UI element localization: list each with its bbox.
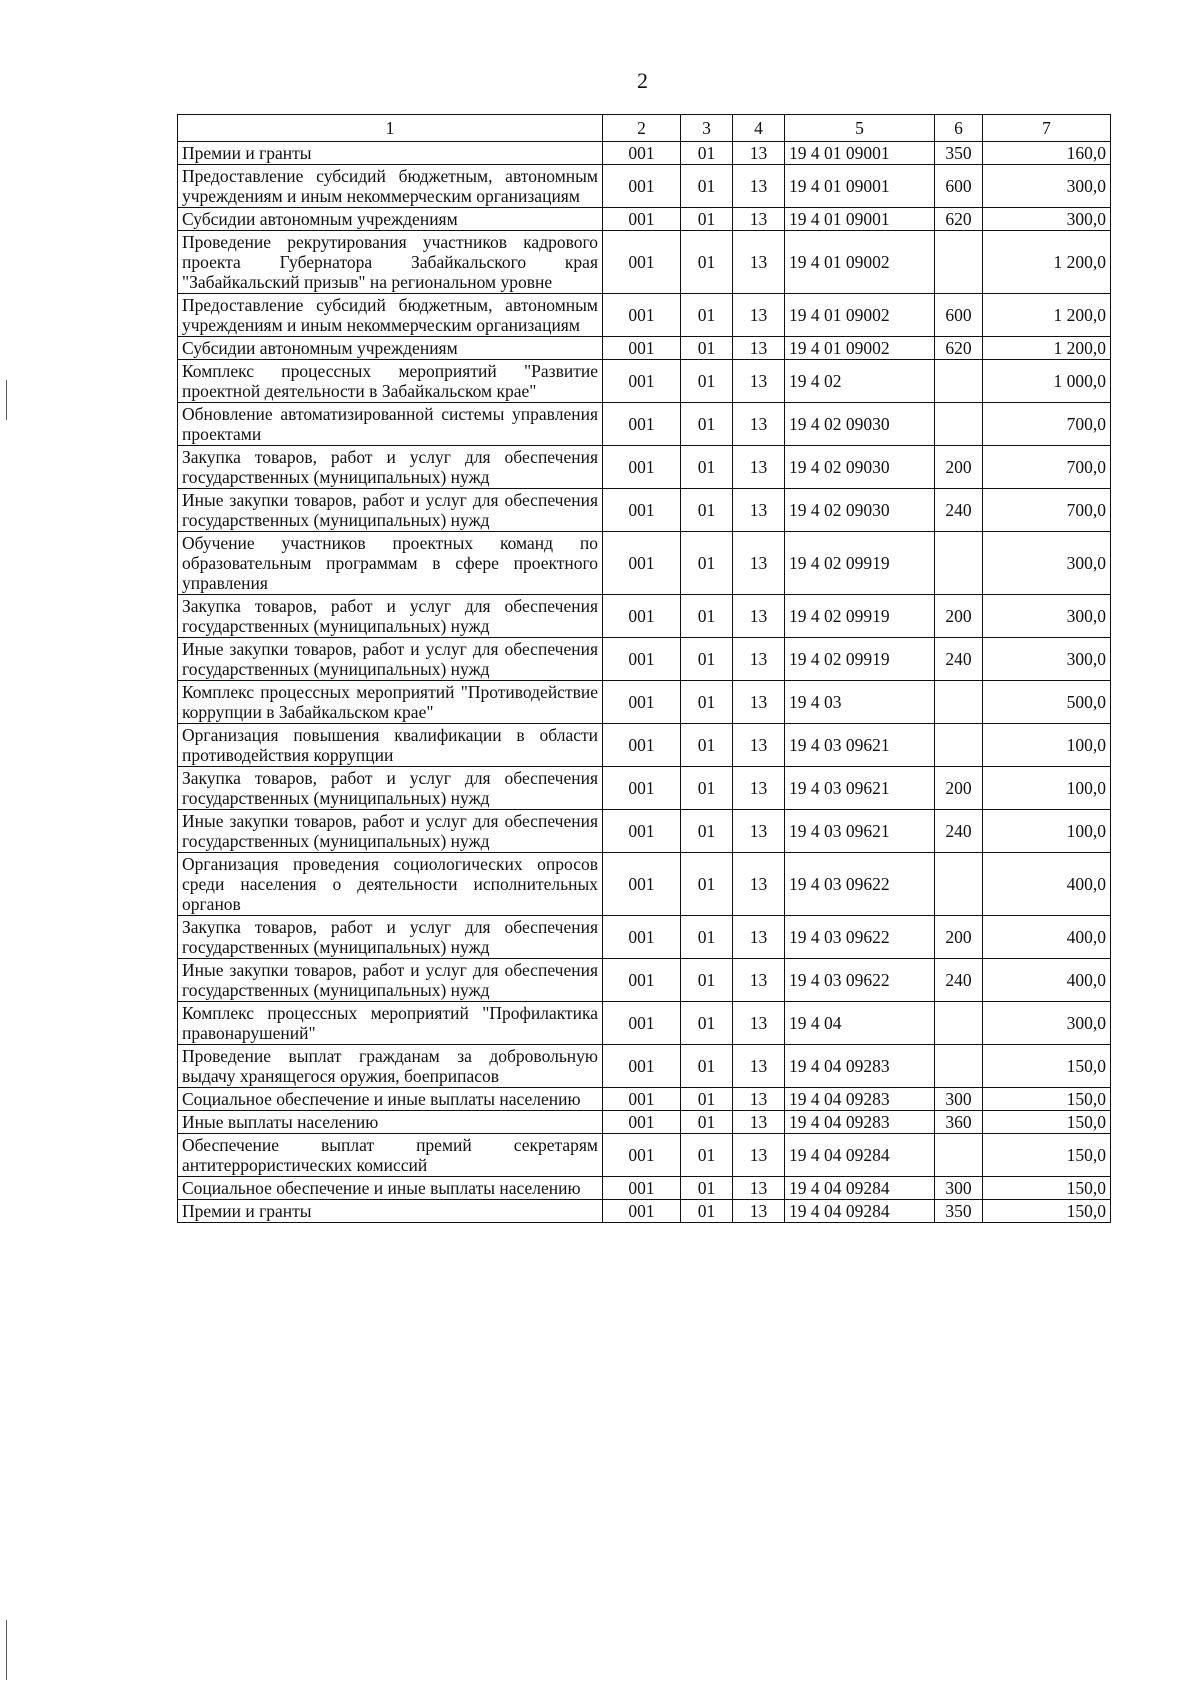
row-amount-cell: 1 200,0 (983, 337, 1111, 360)
header-row (178, 115, 1111, 142)
row-subsection-cell: 13 (733, 532, 785, 595)
row-name-cell: Иные закупки товаров, работ и услуг для обеспечения государственных (муниципальных) нужд (178, 959, 603, 1002)
row-amount-cell: 300,0 (983, 532, 1111, 595)
row-section-cell: 01 (681, 767, 733, 810)
row-code-cell: 001 (603, 595, 681, 638)
row-section-cell: 01 (681, 724, 733, 767)
row-subsection-cell: 13 (733, 1134, 785, 1177)
row-subsection-cell: 13 (733, 231, 785, 294)
row-code-cell: 001 (603, 208, 681, 231)
row-amount-cell: 400,0 (983, 959, 1111, 1002)
row-subsection-cell: 13 (733, 165, 785, 208)
row-amount-cell: 700,0 (983, 489, 1111, 532)
row-code-cell: 001 (603, 142, 681, 165)
row-target-code-cell: 19 4 02 09030 (785, 403, 935, 446)
row-code-cell: 001 (603, 1134, 681, 1177)
row-name-cell: Закупка товаров, работ и услуг для обеспечения государственных (муниципальных) нужд (178, 595, 603, 638)
row-subsection-cell: 13 (733, 1088, 785, 1111)
row-code-cell: 001 (603, 532, 681, 595)
row-target-code-cell: 19 4 04 09284 (785, 1177, 935, 1200)
row-amount-cell: 160,0 (983, 142, 1111, 165)
row-section-cell: 01 (681, 208, 733, 231)
row-expense-type-cell: 620 (935, 337, 983, 360)
row-section-cell: 01 (681, 142, 733, 165)
row-name-cell: Проведение выплат гражданам за добровольную выдачу хранящегося оружия, боеприпасов (178, 1045, 603, 1088)
row-name-cell: Закупка товаров, работ и услуг для обеспечения государственных (муниципальных) нужд (178, 446, 603, 489)
row-code-cell: 001 (603, 294, 681, 337)
row-target-code-cell: 19 4 03 09622 (785, 853, 935, 916)
row-amount-cell: 300,0 (983, 208, 1111, 231)
row-expense-type-cell (935, 853, 983, 916)
row-section-cell: 01 (681, 1111, 733, 1134)
row-expense-type-cell: 240 (935, 638, 983, 681)
row-section-cell: 01 (681, 810, 733, 853)
row-amount-cell: 150,0 (983, 1177, 1111, 1200)
row-section-cell: 01 (681, 853, 733, 916)
row-target-code-cell: 19 4 03 09621 (785, 724, 935, 767)
row-target-code-cell: 19 4 02 (785, 360, 935, 403)
table-row (178, 810, 1111, 853)
row-section-cell: 01 (681, 1134, 733, 1177)
row-section-cell: 01 (681, 446, 733, 489)
row-target-code-cell: 19 4 01 09002 (785, 337, 935, 360)
row-subsection-cell: 13 (733, 489, 785, 532)
row-target-code-cell: 19 4 02 09919 (785, 638, 935, 681)
row-section-cell: 01 (681, 638, 733, 681)
row-code-cell: 001 (603, 767, 681, 810)
row-target-code-cell: 19 4 02 09919 (785, 532, 935, 595)
row-expense-type-cell: 200 (935, 446, 983, 489)
row-expense-type-cell: 300 (935, 1177, 983, 1200)
row-amount-cell: 150,0 (983, 1045, 1111, 1088)
row-name-cell: Премии и гранты (178, 1200, 603, 1223)
row-subsection-cell: 13 (733, 1002, 785, 1045)
row-expense-type-cell: 600 (935, 165, 983, 208)
row-name-cell: Закупка товаров, работ и услуг для обеспечения государственных (муниципальных) нужд (178, 767, 603, 810)
row-target-code-cell: 19 4 03 (785, 681, 935, 724)
row-subsection-cell: 13 (733, 595, 785, 638)
table-row (178, 1134, 1111, 1177)
table-row (178, 208, 1111, 231)
row-target-code-cell: 19 4 04 09283 (785, 1088, 935, 1111)
row-section-cell: 01 (681, 1045, 733, 1088)
row-expense-type-cell (935, 681, 983, 724)
header-col-1: 1 (178, 115, 603, 142)
row-target-code-cell: 19 4 01 09002 (785, 231, 935, 294)
row-target-code-cell: 19 4 01 09001 (785, 208, 935, 231)
row-code-cell: 001 (603, 916, 681, 959)
row-expense-type-cell: 200 (935, 916, 983, 959)
row-expense-type-cell: 300 (935, 1088, 983, 1111)
table-row (178, 532, 1111, 595)
row-expense-type-cell: 240 (935, 810, 983, 853)
row-expense-type-cell (935, 724, 983, 767)
row-expense-type-cell: 200 (935, 767, 983, 810)
row-name-cell: Социальное обеспечение и иные выплаты населению (178, 1088, 603, 1111)
row-name-cell: Субсидии автономным учреждениям (178, 337, 603, 360)
table-row (178, 142, 1111, 165)
row-expense-type-cell (935, 403, 983, 446)
header-col-6: 6 (935, 115, 983, 142)
table-body (178, 142, 1111, 1223)
row-code-cell: 001 (603, 1111, 681, 1134)
row-amount-cell: 300,0 (983, 1002, 1111, 1045)
row-amount-cell: 300,0 (983, 595, 1111, 638)
table-row (178, 767, 1111, 810)
row-subsection-cell: 13 (733, 1177, 785, 1200)
row-expense-type-cell (935, 360, 983, 403)
row-subsection-cell: 13 (733, 337, 785, 360)
row-expense-type-cell: 350 (935, 1200, 983, 1223)
row-target-code-cell: 19 4 01 09001 (785, 165, 935, 208)
row-expense-type-cell (935, 532, 983, 595)
table-row (178, 489, 1111, 532)
row-subsection-cell: 13 (733, 724, 785, 767)
row-target-code-cell: 19 4 01 09001 (785, 142, 935, 165)
row-name-cell: Премии и гранты (178, 142, 603, 165)
row-subsection-cell: 13 (733, 294, 785, 337)
header-col-5: 5 (785, 115, 935, 142)
table-row (178, 337, 1111, 360)
row-section-cell: 01 (681, 403, 733, 446)
table-row (178, 1200, 1111, 1223)
row-code-cell: 001 (603, 1088, 681, 1111)
row-section-cell: 01 (681, 916, 733, 959)
row-code-cell: 001 (603, 231, 681, 294)
row-name-cell: Закупка товаров, работ и услуг для обеспечения государственных (муниципальных) нужд (178, 916, 603, 959)
row-subsection-cell: 13 (733, 403, 785, 446)
row-code-cell: 001 (603, 403, 681, 446)
row-code-cell: 001 (603, 959, 681, 1002)
row-subsection-cell: 13 (733, 959, 785, 1002)
row-name-cell: Организация проведения социологических опросов среди населения о деятельности исполнительных органов (178, 853, 603, 916)
row-subsection-cell: 13 (733, 446, 785, 489)
row-amount-cell: 300,0 (983, 165, 1111, 208)
table-row (178, 403, 1111, 446)
row-amount-cell: 400,0 (983, 853, 1111, 916)
row-name-cell: Проведение рекрутирования участников кадрового проекта Губернатора Забайкальского края "Забайкальский призыв" на региональном уровне (178, 231, 603, 294)
table-row (178, 1088, 1111, 1111)
table-row (178, 959, 1111, 1002)
table-row (178, 1111, 1111, 1134)
row-target-code-cell: 19 4 02 09919 (785, 595, 935, 638)
row-expense-type-cell (935, 1134, 983, 1177)
row-code-cell: 001 (603, 1002, 681, 1045)
row-name-cell: Иные закупки товаров, работ и услуг для обеспечения государственных (муниципальных) нужд (178, 638, 603, 681)
row-code-cell: 001 (603, 1200, 681, 1223)
row-subsection-cell: 13 (733, 360, 785, 403)
row-subsection-cell: 13 (733, 1045, 785, 1088)
table-row (178, 916, 1111, 959)
table-row (178, 165, 1111, 208)
row-code-cell: 001 (603, 337, 681, 360)
row-section-cell: 01 (681, 1088, 733, 1111)
row-name-cell: Обновление автоматизированной системы управления проектами (178, 403, 603, 446)
row-section-cell: 01 (681, 595, 733, 638)
header-col-7: 7 (983, 115, 1111, 142)
row-section-cell: 01 (681, 1002, 733, 1045)
table-row (178, 1177, 1111, 1200)
table-row (178, 360, 1111, 403)
row-expense-type-cell: 350 (935, 142, 983, 165)
row-code-cell: 001 (603, 1177, 681, 1200)
row-amount-cell: 150,0 (983, 1200, 1111, 1223)
row-section-cell: 01 (681, 165, 733, 208)
row-name-cell: Обучение участников проектных команд по образовательным программам в сфере проектного управления (178, 532, 603, 595)
row-amount-cell: 1 200,0 (983, 294, 1111, 337)
row-expense-type-cell: 620 (935, 208, 983, 231)
row-code-cell: 001 (603, 446, 681, 489)
row-expense-type-cell: 200 (935, 595, 983, 638)
row-target-code-cell: 19 4 02 09030 (785, 446, 935, 489)
row-code-cell: 001 (603, 1045, 681, 1088)
header-col-4: 4 (733, 115, 785, 142)
row-subsection-cell: 13 (733, 853, 785, 916)
scan-artifact (6, 380, 7, 420)
row-target-code-cell: 19 4 04 (785, 1002, 935, 1045)
row-code-cell: 001 (603, 360, 681, 403)
row-expense-type-cell (935, 1002, 983, 1045)
table-row (178, 638, 1111, 681)
budget-table (177, 114, 1111, 1223)
row-amount-cell: 100,0 (983, 767, 1111, 810)
row-expense-type-cell: 240 (935, 959, 983, 1002)
table-row (178, 446, 1111, 489)
row-name-cell: Обеспечение выплат премий секретарям антитеррористических комиссий (178, 1134, 603, 1177)
row-subsection-cell: 13 (733, 916, 785, 959)
row-amount-cell: 500,0 (983, 681, 1111, 724)
row-amount-cell: 150,0 (983, 1134, 1111, 1177)
page-number: 2 (637, 68, 648, 93)
row-section-cell: 01 (681, 360, 733, 403)
row-target-code-cell: 19 4 03 09622 (785, 959, 935, 1002)
row-target-code-cell: 19 4 03 09621 (785, 767, 935, 810)
row-code-cell: 001 (603, 489, 681, 532)
row-target-code-cell: 19 4 04 09284 (785, 1134, 935, 1177)
row-target-code-cell: 19 4 04 09283 (785, 1111, 935, 1134)
row-name-cell: Комплекс процессных мероприятий "Противодействие коррупции в Забайкальском крае" (178, 681, 603, 724)
row-amount-cell: 1 000,0 (983, 360, 1111, 403)
row-name-cell: Социальное обеспечение и иные выплаты населению (178, 1177, 603, 1200)
row-code-cell: 001 (603, 165, 681, 208)
row-subsection-cell: 13 (733, 1111, 785, 1134)
row-target-code-cell: 19 4 01 09002 (785, 294, 935, 337)
row-code-cell: 001 (603, 810, 681, 853)
row-name-cell: Комплекс процессных мероприятий "Профилактика правонарушений" (178, 1002, 603, 1045)
row-code-cell: 001 (603, 638, 681, 681)
row-expense-type-cell: 240 (935, 489, 983, 532)
row-subsection-cell: 13 (733, 638, 785, 681)
row-target-code-cell: 19 4 02 09030 (785, 489, 935, 532)
row-subsection-cell: 13 (733, 142, 785, 165)
row-expense-type-cell: 360 (935, 1111, 983, 1134)
row-expense-type-cell: 600 (935, 294, 983, 337)
row-target-code-cell: 19 4 04 09284 (785, 1200, 935, 1223)
row-code-cell: 001 (603, 853, 681, 916)
row-name-cell: Иные выплаты населению (178, 1111, 603, 1134)
header-col-3: 3 (681, 115, 733, 142)
row-expense-type-cell (935, 231, 983, 294)
row-amount-cell: 400,0 (983, 916, 1111, 959)
table-row (178, 681, 1111, 724)
row-subsection-cell: 13 (733, 767, 785, 810)
table-row (178, 595, 1111, 638)
row-amount-cell: 150,0 (983, 1111, 1111, 1134)
row-section-cell: 01 (681, 959, 733, 1002)
scan-artifact (6, 1620, 7, 1680)
row-subsection-cell: 13 (733, 208, 785, 231)
header-col-2: 2 (603, 115, 681, 142)
row-amount-cell: 100,0 (983, 810, 1111, 853)
row-amount-cell: 700,0 (983, 446, 1111, 489)
row-amount-cell: 1 200,0 (983, 231, 1111, 294)
row-subsection-cell: 13 (733, 810, 785, 853)
row-section-cell: 01 (681, 337, 733, 360)
row-name-cell: Субсидии автономным учреждениям (178, 208, 603, 231)
row-code-cell: 001 (603, 681, 681, 724)
row-section-cell: 01 (681, 1200, 733, 1223)
row-target-code-cell: 19 4 03 09622 (785, 916, 935, 959)
row-code-cell: 001 (603, 724, 681, 767)
row-amount-cell: 300,0 (983, 638, 1111, 681)
row-expense-type-cell (935, 1045, 983, 1088)
row-section-cell: 01 (681, 681, 733, 724)
row-amount-cell: 700,0 (983, 403, 1111, 446)
row-section-cell: 01 (681, 294, 733, 337)
row-name-cell: Иные закупки товаров, работ и услуг для обеспечения государственных (муниципальных) нужд (178, 489, 603, 532)
row-name-cell: Комплекс процессных мероприятий "Развитие проектной деятельности в Забайкальском крае" (178, 360, 603, 403)
row-name-cell: Организация повышения квалификации в области противодействия коррупции (178, 724, 603, 767)
table-row (178, 231, 1111, 294)
row-subsection-cell: 13 (733, 681, 785, 724)
table-row (178, 1045, 1111, 1088)
table-row (178, 724, 1111, 767)
row-name-cell: Предоставление субсидий бюджетным, автономным учреждениям и иным некоммерческим организациям (178, 294, 603, 337)
row-name-cell: Предоставление субсидий бюджетным, автономным учреждениям и иным некоммерческим организациям (178, 165, 603, 208)
row-name-cell: Иные закупки товаров, работ и услуг для обеспечения государственных (муниципальных) нужд (178, 810, 603, 853)
row-amount-cell: 100,0 (983, 724, 1111, 767)
row-subsection-cell: 13 (733, 1200, 785, 1223)
table-row (178, 853, 1111, 916)
row-section-cell: 01 (681, 1177, 733, 1200)
row-section-cell: 01 (681, 532, 733, 595)
row-amount-cell: 150,0 (983, 1088, 1111, 1111)
row-section-cell: 01 (681, 231, 733, 294)
row-section-cell: 01 (681, 489, 733, 532)
table-row (178, 294, 1111, 337)
row-target-code-cell: 19 4 03 09621 (785, 810, 935, 853)
row-target-code-cell: 19 4 04 09283 (785, 1045, 935, 1088)
table-row (178, 1002, 1111, 1045)
